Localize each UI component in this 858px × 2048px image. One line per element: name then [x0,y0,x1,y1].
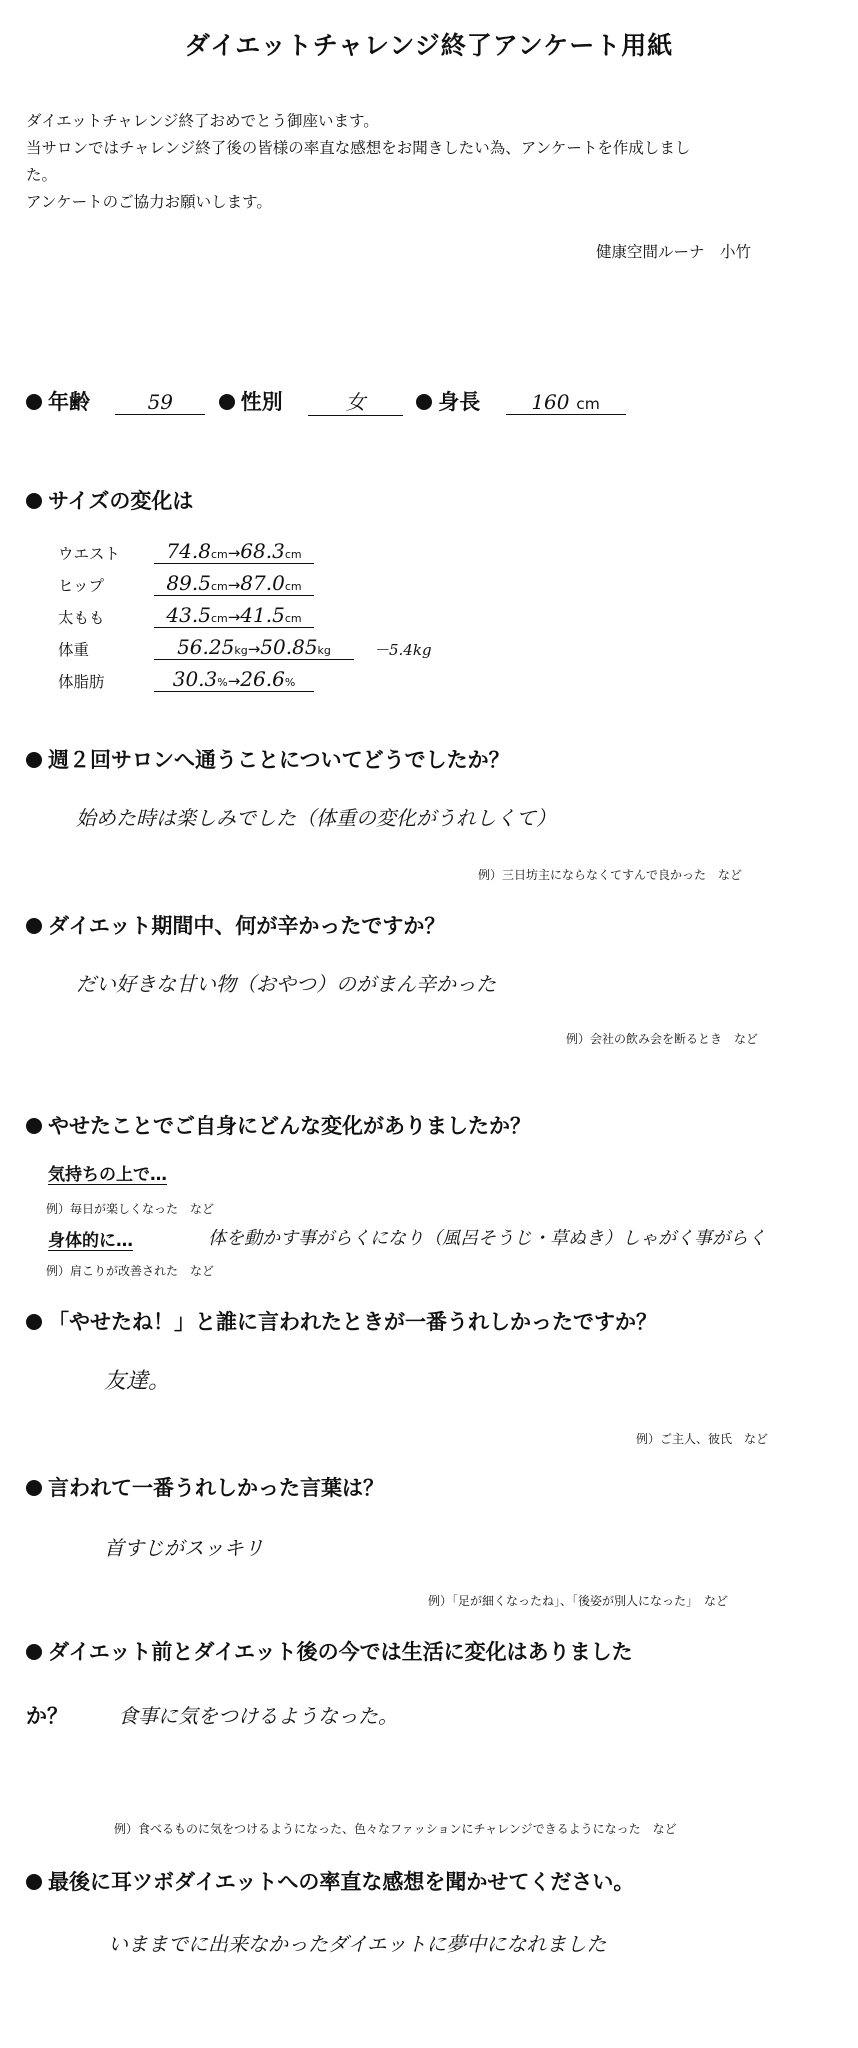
answer-7: いままでに出来なかったダイエットに夢中になれました [108,1932,607,1956]
question-5 [26,1472,384,1502]
before-value: 56.25 [177,635,235,659]
size-label: 太もも [58,609,105,627]
bullet-icon [26,1874,42,1890]
bullet-icon [26,394,42,410]
answer-1: 始めた時は楽しみでした（体重の変化がうれしくて） [76,806,556,830]
bullet-icon [26,1314,42,1330]
unit: cm [284,612,302,625]
height-unit: cm [576,395,600,413]
unit: cm [284,580,302,593]
intro-line: ダイエットチャレンジ終了おめでとう御座います。 [26,112,379,130]
size-heading [26,485,193,515]
size-label: ヒップ [58,577,105,595]
height-field [506,390,626,415]
unit: cm [210,612,228,625]
question-7 [26,1866,634,1896]
before-value: 89.5 [166,571,211,595]
age-label: 年齢 [48,390,90,414]
size-row [58,660,432,692]
question-4 [26,1306,657,1336]
question-text: 言われて一番うれしかった言葉は？ [48,1476,384,1500]
size-label: 体重 [58,641,90,659]
sex-label: 性別 [240,390,283,414]
answer-5: 首すじがスッキリ [104,1536,264,1560]
before-value: 30.3 [172,667,218,691]
mental-label [48,1160,167,1185]
size-row [58,596,432,628]
after-value: 87.0 [240,571,285,595]
question-1 [26,744,510,774]
mental-label-text: 気持ちの上で… [48,1165,167,1185]
size-row [58,628,432,660]
example-5: 例）「足が細くなったね」、「後姿が別人になった」 など [428,1594,729,1608]
arrow-icon: → [247,640,261,658]
size-label: 体脂肪 [58,673,105,691]
after-value: 50.85 [260,635,318,659]
example-2: 例）会社の飲み会を断るとき など [566,1032,759,1046]
question-text: 最後に耳ツボダイエットへの率直な感想を聞かせてください。 [48,1870,635,1894]
bullet-icon [26,752,42,768]
size-row [58,532,432,564]
unit: % [217,676,228,689]
answer-2: だい好きな甘い物（おやつ）のがまん辛かった [76,972,496,996]
physical-label-text: 身体的に… [48,1231,133,1251]
answer-4: 友達。 [104,1369,171,1394]
example-1: 例）三日坊主にならなくてすんで良かった など [478,868,743,882]
after-value: 26.6 [240,667,285,691]
before-value: 74.8 [166,539,211,563]
height-label: 身長 [438,390,481,414]
bullet-icon [26,493,42,509]
before-value: 43.5 [166,603,211,627]
arrow-icon: → [227,576,241,594]
physical-label [48,1226,133,1251]
page-title: ダイエットチャレンジ終了アンケート用紙 [184,31,674,60]
question-3 [26,1110,531,1140]
profile-row [26,386,626,416]
intro-line: アンケートのご協力お願いします。 [26,193,272,211]
unit: cm [210,548,228,561]
size-label: ウエスト [58,545,121,563]
size-change-field [154,539,314,564]
mental-example: 例）毎日が楽しくなった など [46,1202,215,1216]
size-table [58,532,432,692]
bullet-icon [416,394,432,410]
question-6 [26,1636,633,1666]
unit: kg [317,644,331,657]
size-change-field [154,571,314,596]
question-6-continued: か？ [26,1704,68,1728]
question-text: やせたことでご自身にどんな変化がありましたか？ [48,1114,531,1138]
intro-text [26,108,690,216]
question-text: 週２回サロンへ通うことについてどうでしたか？ [48,748,510,772]
weight-diff: －5.4kg [374,641,432,659]
unit: cm [284,548,302,561]
after-value: 41.5 [240,603,285,627]
question-text: ダイエット期間中、何が辛かったですか？ [48,914,446,938]
salon-signature: 健康空間ルーナ 小竹 [596,243,752,261]
unit: % [284,676,296,689]
arrow-icon: → [227,544,241,562]
question-text: 「やせたね！」と誰に言われたときが一番うれしかったですか？ [48,1310,657,1334]
height-value: 160 [531,390,570,414]
bullet-icon [26,1118,42,1134]
size-row [58,564,432,596]
physical-answer: 体を動かす事がらくになり（風呂そうじ・草ぬき）しゃがく事がらく [208,1228,766,1249]
size-heading-text: サイズの変化は [48,489,194,513]
answer-6: 食事に気をつけるようなった。 [118,1704,398,1728]
unit: kg [234,644,248,657]
intro-line: 当サロンではチャレンジ終了後の皆様の率直な感想をお聞きしたい為、アンケートを作成しまし [26,139,691,157]
arrow-icon: → [227,672,241,690]
bullet-icon [26,1644,42,1660]
bullet-icon [26,918,42,934]
question-text: ダイエット前とダイエット後の今では生活に変化はありました [48,1640,633,1664]
size-change-field [154,603,314,628]
bullet-icon [219,394,235,410]
physical-example: 例）肩こりが改善された など [46,1264,215,1278]
arrow-icon: → [227,608,241,626]
size-change-field [154,667,314,692]
example-4: 例）ご主人、彼氏 など [636,1432,769,1446]
sex-value: 女 [308,386,403,416]
unit: cm [210,580,228,593]
bullet-icon [26,1480,42,1496]
example-6: 例）食べるものに気をつけるようになった、色々なファッションにチャレンジできるようになった など [114,1822,677,1836]
after-value: 68.3 [240,539,285,563]
intro-line: た。 [26,166,58,184]
size-change-field [154,635,354,660]
age-value: 59 [115,390,205,415]
question-2 [26,910,445,940]
